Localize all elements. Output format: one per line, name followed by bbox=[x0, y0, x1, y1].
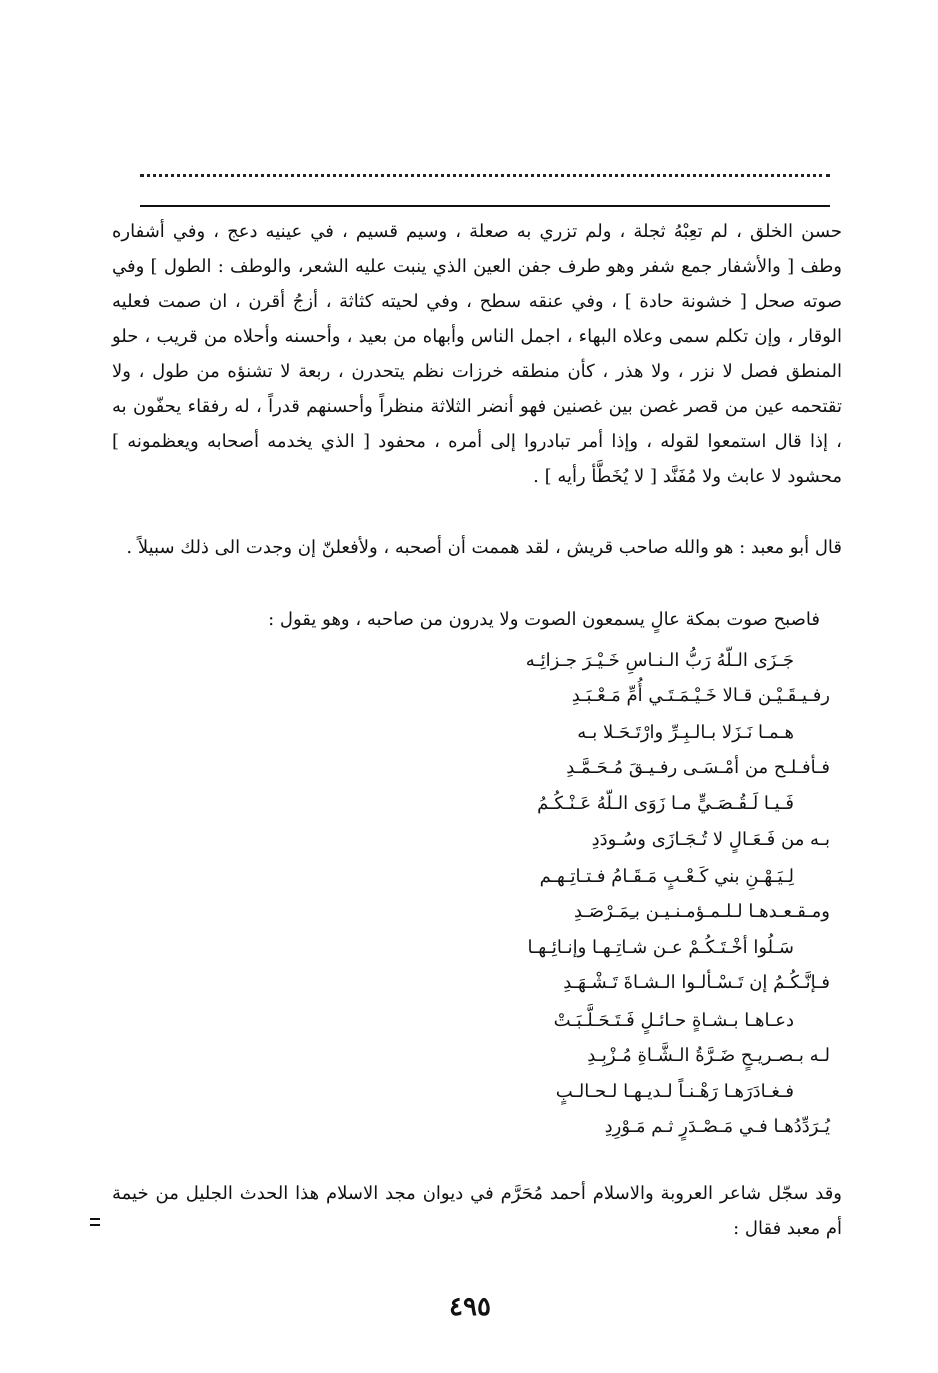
paragraph-text: فاصبح صوت بمكة عالٍ يسمعون الصوت ولا يدرون من صاحبه ، وهو يقول : bbox=[268, 609, 820, 630]
paragraph-poet-intro bbox=[112, 1176, 842, 1246]
verse-first-hemistich: لِـيَـهْـنِ بني كَـعْـبٍ مَـقَـامُ فـتـاتِـهـم bbox=[539, 866, 794, 887]
dotted-separator bbox=[140, 174, 830, 185]
verse-second-hemistich: بـه من فَـعَـالٍ لا تُـجَـازَى وسُـودَدِ bbox=[591, 829, 830, 850]
verse-second-hemistich: يُـرَدِّدُهـا فـي مَـصْـدَرٍ ثـم مَـوْرِدِ bbox=[604, 1116, 830, 1137]
poem-verse bbox=[130, 1045, 830, 1079]
poem-verse bbox=[130, 866, 830, 900]
verse-second-hemistich: لـه بـصـريـحٍ ضَـرَّةُ الـشَّـاةِ مُـزْبِـدِ bbox=[587, 1045, 830, 1066]
poem-verse bbox=[130, 937, 830, 971]
verse-first-hemistich: فَـيـا لَـقُـصَـيٍّ مـا زَوَى الـلّهُ عَـنْـكُـمُ bbox=[537, 793, 794, 814]
poem-verse bbox=[130, 972, 830, 1006]
verse-first-hemistich: سَـلُوا أخْـتَـكُـمْ عـن شـاتِـهـا وإنـائِـهـا bbox=[527, 937, 794, 958]
verse-second-hemistich: رفـيـقَـيْـن قـالا خَـيْـمَـتَـي أُمِّ مَـعْـبَـدِ bbox=[571, 685, 830, 706]
paragraph-voice-mecca bbox=[170, 602, 820, 637]
poem-verse bbox=[130, 901, 830, 935]
poem-verse bbox=[130, 685, 830, 719]
poem-verse bbox=[130, 793, 830, 827]
paragraph-description bbox=[112, 214, 842, 494]
verse-first-hemistich: هـمـا نَـزَلا بـالـبِـرِّ وارْتَـحَـلا بـه bbox=[577, 722, 794, 743]
verse-second-hemistich: فـأفـلـح من أمْـسَـى رفـيـقَ مُـحَـمَّـدِ bbox=[566, 757, 830, 778]
poem-verse bbox=[130, 722, 830, 756]
verse-first-hemistich: جَـزَى الـلّهُ رَبُّ الـنـاسِ خَـيْـرَ جـزائِـه bbox=[525, 650, 794, 671]
poem-verse bbox=[130, 829, 830, 863]
verse-first-hemistich: دعـاهـا بـشـاةٍ حـائـلٍ فَـتَـحَـلَّـبَـتْ bbox=[553, 1010, 794, 1031]
poem-verse bbox=[130, 1116, 830, 1150]
poem-verse bbox=[130, 757, 830, 791]
paragraph-abu-mabad bbox=[112, 530, 842, 565]
verse-second-hemistich: فـإنَّـكُـمُ إن تَـسْـألـوا الـشـاةَ تَـشْـهَـدِ bbox=[563, 972, 830, 993]
verse-first-hemistich: فـغـادَرَهـا رَهْـنـاً لـديـهـا لـحـالـبٍ bbox=[555, 1081, 794, 1102]
paragraph-text: وقد سجّل شاعر العروبة والاسلام أحمد مُحَرَّم في ديوان مجد الاسلام هذا الحدث الجليل من خيمة أم معبد فقال : bbox=[112, 1183, 842, 1239]
paragraph-text: قال أبو معبد : هو والله صاحب قريش ، لقد هممت أن أصحبه ، ولأفعلنّ إن وجدت الى ذلك سبيلاً . bbox=[126, 537, 842, 558]
poem-verse bbox=[130, 1010, 830, 1044]
horizontal-rule bbox=[140, 205, 830, 207]
page-number: ٤٩٥ bbox=[449, 1292, 491, 1322]
verse-second-hemistich: ومـقـعـدهـا لـلـمـؤمـنـيـن بـِمَـرْصَـدِ bbox=[574, 901, 830, 922]
poem-verse bbox=[130, 1081, 830, 1115]
paragraph-text: حسن الخلق ، لم تعِبْهُ ثجلة ، ولم تزري به صعلة ، وسيم قسيم ، في عينيه دعج ، وفي أشفاره وطف [ والأشفار جمع شفر وهو طرف جفن العين الذي ينبت عليه الشعر، والوطف : الطول ] وفي صوته صحل [ خشونة حادة ] ، وفي عنقه سطح ، وفي لحيته كثاثة ، أزجُ أقرن ، ان صمت فعليه الوقار ، وإن تكلم سمى وعلاه البهاء ، اجمل الناس وأبهاه من بعيد ، وأحسنه وأحلاه من قريب ، حلو المنطق فصل لا نزر ، ولا هذر ، كأن منطقه خرزات نظم يتحدرن ، ربعة لا تشنؤه من طول ، ولا تقتحمه عين من قصر غصن بين غصنين فهو أنضر الثلاثة منظراً وأحسنهم قدراً ، له رفقاء يحفّون به ، إذا قال استمعوا لقوله ، وإذا أمر تبادروا إلى أمره ، محفود [ الذي يخدمه أصحابه ويعظمونه ] محشود لا عابث ولا مُفَنَّد [ لا يُخَطَّأ رأيه ] . bbox=[112, 221, 842, 487]
poem-verse bbox=[130, 650, 830, 684]
continuation-mark bbox=[90, 1218, 100, 1220]
